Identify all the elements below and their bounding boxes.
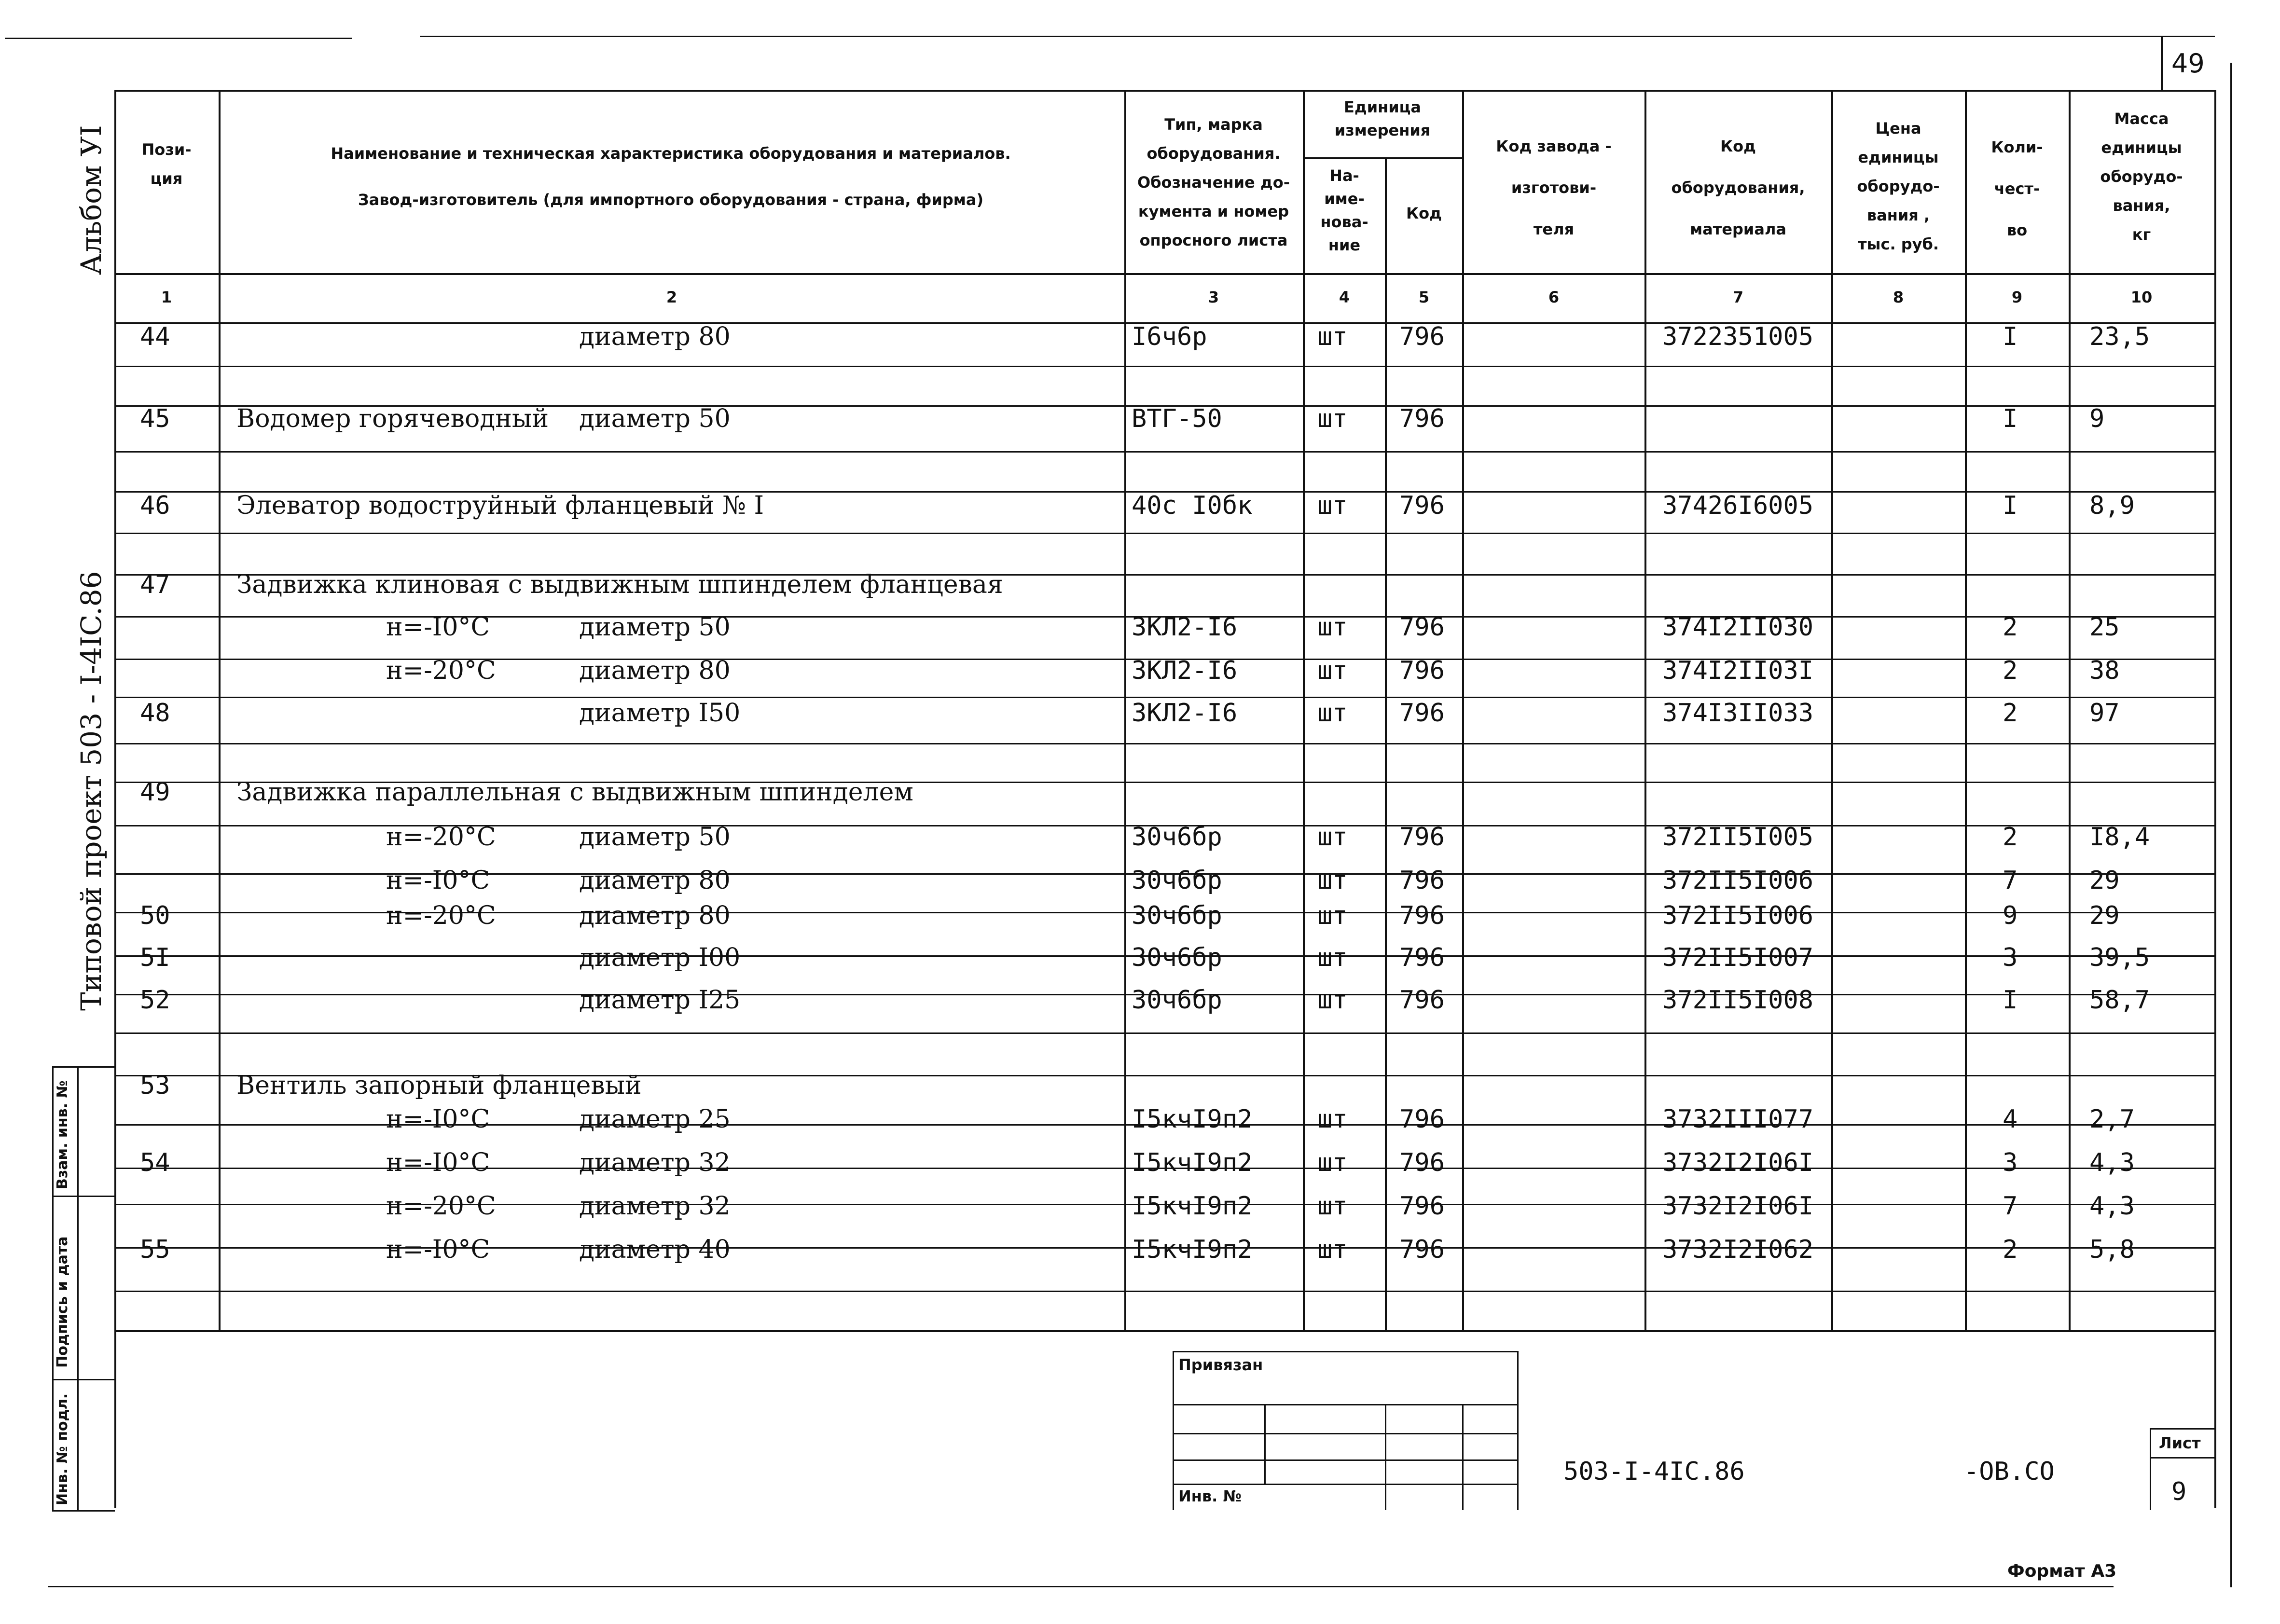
row-mass: 2,7 [2089, 1105, 2135, 1134]
row-mass: 38 [2089, 656, 2120, 685]
row-qty: 3 [2003, 943, 2018, 972]
row-pos: 54 [140, 1148, 170, 1177]
row-diam: диаметр 80 [579, 866, 731, 895]
row-name: Вентиль запорный фланцевый [236, 1071, 642, 1100]
row-equip: 3732I2I06I [1662, 1192, 1814, 1221]
row-diam: диаметр 80 [579, 901, 731, 930]
row-diam: диаметр 80 [579, 656, 731, 685]
row-unit: шт [1317, 1235, 1348, 1264]
row-pos: 49 [140, 778, 170, 807]
row-unit: шт [1317, 1148, 1348, 1177]
header-col3 [1126, 110, 1301, 255]
row-pos: 55 [140, 1235, 170, 1264]
row-mass: I8,4 [2089, 823, 2150, 852]
row-type: 30ч6бр [1132, 986, 1222, 1015]
header-col8-line4: вания , [1866, 206, 1930, 224]
row-unit: шт [1317, 656, 1348, 685]
row-unit: шт [1317, 322, 1348, 351]
row-pos: 44 [140, 322, 170, 351]
row-qty: I [2003, 322, 2018, 351]
header-unit-group [1305, 96, 1460, 142]
row-temp: н=-20°С [386, 823, 496, 852]
row-qty: 7 [2003, 866, 2018, 895]
doc-suffix: -ОВ.СО [1964, 1457, 2055, 1486]
row-code: 796 [1399, 866, 1445, 895]
row-code: 796 [1399, 1235, 1445, 1264]
row-temp: н=-20°С [386, 656, 496, 685]
header-col7-line2: оборудования, [1671, 179, 1805, 197]
row-pos: 47 [140, 570, 170, 599]
colnum-1: 1 [161, 288, 172, 306]
row-pos: 53 [140, 1071, 170, 1100]
row-qty: 3 [2003, 1148, 2018, 1177]
colnum-5: 5 [1418, 288, 1430, 306]
row-unit: шт [1317, 823, 1348, 852]
row-code: 796 [1399, 322, 1445, 351]
row-type: 3КЛ2-I6 [1132, 613, 1238, 642]
row-mass: 5,8 [2089, 1235, 2135, 1264]
header-col3-line4: кумента и номер [1138, 202, 1289, 220]
row-mass: 25 [2089, 613, 2120, 642]
inv-label: Инв. № [1178, 1487, 1242, 1505]
row-divider [114, 743, 2214, 744]
row-code: 796 [1399, 901, 1445, 930]
row-temp: н=-I0°С [386, 1105, 490, 1134]
header-col8-line2: единицы [1858, 148, 1939, 166]
row-equip: 372II5I007 [1662, 943, 1814, 972]
row-type: I5кчI9п2 [1132, 1235, 1253, 1264]
row-unit: шт [1317, 1105, 1348, 1134]
row-unit: шт [1317, 613, 1348, 642]
row-mass: 9 [2089, 404, 2105, 433]
header-col4 [1305, 164, 1384, 257]
row-temp: н=-I0°С [386, 1148, 490, 1177]
row-temp: н=-20°С [386, 901, 496, 930]
row-equip: 3732I2I062 [1662, 1235, 1814, 1264]
header-col4-line1: На- [1329, 166, 1359, 185]
header-unit-line2: измерения [1334, 121, 1431, 139]
row-code: 796 [1399, 823, 1445, 852]
header-col5: Код [1406, 204, 1442, 222]
row-name: Элеватор водоструйный фланцевый № I [236, 491, 764, 520]
row-temp: н=-20°С [386, 1192, 496, 1221]
header-col9-line3: во [2006, 221, 2028, 239]
row-equip: 374I2II030 [1662, 613, 1814, 642]
header-col4-line4: ние [1328, 236, 1361, 254]
row-temp: н=-I0°С [386, 1235, 490, 1264]
colnum-7: 7 [1732, 288, 1744, 306]
colnum-9: 9 [2011, 288, 2023, 306]
row-equip: 3732III077 [1662, 1105, 1814, 1134]
side-field-replace-inv: Взам. инв. № [54, 1080, 71, 1189]
row-code: 796 [1399, 943, 1445, 972]
bound-label: Привязан [1178, 1356, 1263, 1374]
header-col10 [2071, 104, 2212, 249]
row-equip: 3722351005 [1662, 322, 1814, 351]
row-mass: 29 [2089, 866, 2120, 895]
page-number: 49 [2171, 48, 2205, 79]
row-equip: 372II5I008 [1662, 986, 1814, 1015]
row-equip: 372II5I005 [1662, 823, 1814, 852]
row-qty: I [2003, 404, 2018, 433]
header-col6-line3: теля [1533, 220, 1575, 238]
row-mass: 23,5 [2089, 322, 2150, 351]
header-col2-line1: Наименование и техническая характеристика оборудования и материалов. [331, 144, 1011, 163]
header-col10-line1: Масса [2114, 110, 2169, 128]
row-qty: 4 [2003, 1105, 2018, 1134]
row-name: Задвижка клиновая с выдвижным шпинделем фланцевая [236, 570, 1003, 599]
row-type: 30ч6бр [1132, 823, 1222, 852]
row-qty: 2 [2003, 613, 2018, 642]
row-type: I5кчI9п2 [1132, 1105, 1253, 1134]
row-type: I6ч6р [1132, 322, 1207, 351]
row-divider [114, 366, 2214, 367]
row-diam: диаметр 50 [579, 823, 731, 852]
row-type: 30ч6бр [1132, 866, 1222, 895]
row-qty: I [2003, 986, 2018, 1015]
row-equip: 374I2II03I [1662, 656, 1814, 685]
colnum-4: 4 [1339, 288, 1350, 306]
row-unit: шт [1317, 986, 1348, 1015]
row-type: I5кчI9п2 [1132, 1148, 1253, 1177]
side-field-signature-date: Подпись и дата [54, 1236, 71, 1368]
row-mass: 29 [2089, 901, 2120, 930]
header-col9-line1: Коли- [1991, 138, 2043, 156]
header-col4-line3: нова- [1320, 213, 1368, 231]
header-col3-line2: оборудования. [1147, 144, 1281, 163]
colnum-10: 10 [2130, 288, 2153, 306]
row-pos: 50 [140, 901, 170, 930]
header-col7 [1646, 125, 1830, 250]
row-diam: диаметр 32 [579, 1148, 731, 1177]
row-type: 30ч6бр [1132, 943, 1222, 972]
header-col10-line4: вания, [2113, 196, 2170, 215]
row-qty: 7 [2003, 1192, 2018, 1221]
header-col7-line3: материала [1690, 220, 1786, 238]
row-temp: н=-I0°С [386, 613, 490, 642]
row-qty: 2 [2003, 823, 2018, 852]
header-col10-line3: оборудо- [2100, 167, 2183, 186]
row-mass: 8,9 [2089, 491, 2135, 520]
row-diam: диаметр I50 [579, 699, 741, 728]
row-unit: шт [1317, 491, 1348, 520]
row-unit: шт [1317, 901, 1348, 930]
row-pos: 46 [140, 491, 170, 520]
row-mass: 4,3 [2089, 1192, 2135, 1221]
row-code: 796 [1399, 1192, 1445, 1221]
row-diam: диаметр I00 [579, 943, 741, 972]
row-divider [114, 1032, 2214, 1034]
row-divider [114, 533, 2214, 534]
row-code: 796 [1399, 613, 1445, 642]
row-diam: диаметр I25 [579, 986, 741, 1015]
row-unit: шт [1317, 866, 1348, 895]
header-col3-line5: опросного листа [1139, 231, 1288, 249]
header-col9-line2: чест- [1994, 179, 2040, 198]
header-col9 [1967, 126, 2067, 251]
row-unit: шт [1317, 404, 1348, 433]
row-type: 3КЛ2-I6 [1132, 656, 1238, 685]
header-col2 [227, 130, 1115, 223]
row-diam: диаметр 40 [579, 1235, 731, 1264]
row-qty: 9 [2003, 901, 2018, 930]
header-col10-line5: кг [2132, 225, 2151, 244]
row-qty: 2 [2003, 699, 2018, 728]
colnum-6: 6 [1548, 288, 1560, 306]
header-col1-line1: Пози- [141, 140, 192, 159]
colnum-8: 8 [1893, 288, 1904, 306]
row-unit: шт [1317, 943, 1348, 972]
row-equip: 37426I6005 [1662, 491, 1814, 520]
row-diam: диаметр 32 [579, 1192, 731, 1221]
sheet-label: Лист [2159, 1434, 2201, 1452]
row-code: 796 [1399, 404, 1445, 433]
row-name: Водомер горячеводный [236, 404, 549, 433]
row-type: ВТГ-50 [1132, 404, 1222, 433]
row-code: 796 [1399, 699, 1445, 728]
row-qty: I [2003, 491, 2018, 520]
header-col3-line1: Тип, марка [1164, 115, 1263, 134]
row-pos: 45 [140, 404, 170, 433]
colnum-3: 3 [1208, 288, 1219, 306]
row-diam: диаметр 80 [579, 322, 731, 351]
row-mass: 97 [2089, 699, 2120, 728]
header-col8-line5: тыс. руб. [1857, 235, 1939, 253]
row-pos: 52 [140, 986, 170, 1015]
colnum-2: 2 [666, 288, 677, 306]
row-unit: шт [1317, 699, 1348, 728]
row-divider [114, 697, 2214, 698]
row-code: 796 [1399, 986, 1445, 1015]
row-code: 796 [1399, 1105, 1445, 1134]
row-diam: диаметр 25 [579, 1105, 731, 1134]
row-type: 3КЛ2-I6 [1132, 699, 1238, 728]
project-label: Типовой проект 503 - I-4IC.86 [75, 571, 108, 1011]
row-diam: диаметр 50 [579, 613, 731, 642]
side-field-inv-original: Инв. № подл. [54, 1393, 71, 1505]
row-unit: шт [1317, 1192, 1348, 1221]
header-col1 [116, 135, 217, 193]
row-divider [114, 1291, 2214, 1292]
row-equip: 374I3II033 [1662, 699, 1814, 728]
header-col10-line2: единицы [2101, 138, 2182, 157]
row-equip: 372II5I006 [1662, 866, 1814, 895]
row-temp: н=-I0°С [386, 866, 490, 895]
row-code: 796 [1399, 1148, 1445, 1177]
row-equip: 3732I2I06I [1662, 1148, 1814, 1177]
format-label: Формат А3 [2007, 1561, 2117, 1581]
row-type: 30ч6бр [1132, 901, 1222, 930]
sheet-number: 9 [2171, 1477, 2187, 1506]
doc-code: 503-I-4IC.86 [1563, 1457, 1745, 1486]
row-divider [114, 451, 2214, 453]
header-col6 [1464, 125, 1644, 250]
row-code: 796 [1399, 656, 1445, 685]
row-name: Задвижка параллельная с выдвижным шпинделем [236, 778, 913, 807]
header-col8-line1: Цена [1875, 119, 1921, 138]
header-col3-line3: Обозначение до- [1137, 173, 1290, 192]
header-col8 [1833, 114, 1963, 259]
header-col7-line1: Код [1720, 137, 1756, 155]
row-qty: 2 [2003, 656, 2018, 685]
row-pos: 48 [140, 699, 170, 728]
row-mass: 4,3 [2089, 1148, 2135, 1177]
header-col2-line2: Завод-изготовитель (для импортного оборудования - страна, фирма) [358, 191, 984, 209]
row-equip: 372II5I006 [1662, 901, 1814, 930]
row-code: 796 [1399, 491, 1445, 520]
row-diam: диаметр 50 [579, 404, 731, 433]
header-col8-line3: оборудо- [1857, 177, 1940, 195]
header-unit-line1: Единица [1344, 98, 1421, 116]
row-qty: 2 [2003, 1235, 2018, 1264]
row-type: 40с I0бк [1132, 491, 1253, 520]
album-label: Альбом УI [75, 125, 108, 275]
row-mass: 58,7 [2089, 986, 2150, 1015]
header-col1-line2: ция [150, 169, 183, 188]
row-type: I5кчI9п2 [1132, 1192, 1253, 1221]
header-col4-line2: име- [1324, 190, 1365, 208]
row-mass: 39,5 [2089, 943, 2150, 972]
header-col6-line1: Код завода - [1496, 137, 1612, 155]
header-col6-line2: изготови- [1511, 179, 1597, 197]
row-pos: 5I [140, 943, 170, 972]
